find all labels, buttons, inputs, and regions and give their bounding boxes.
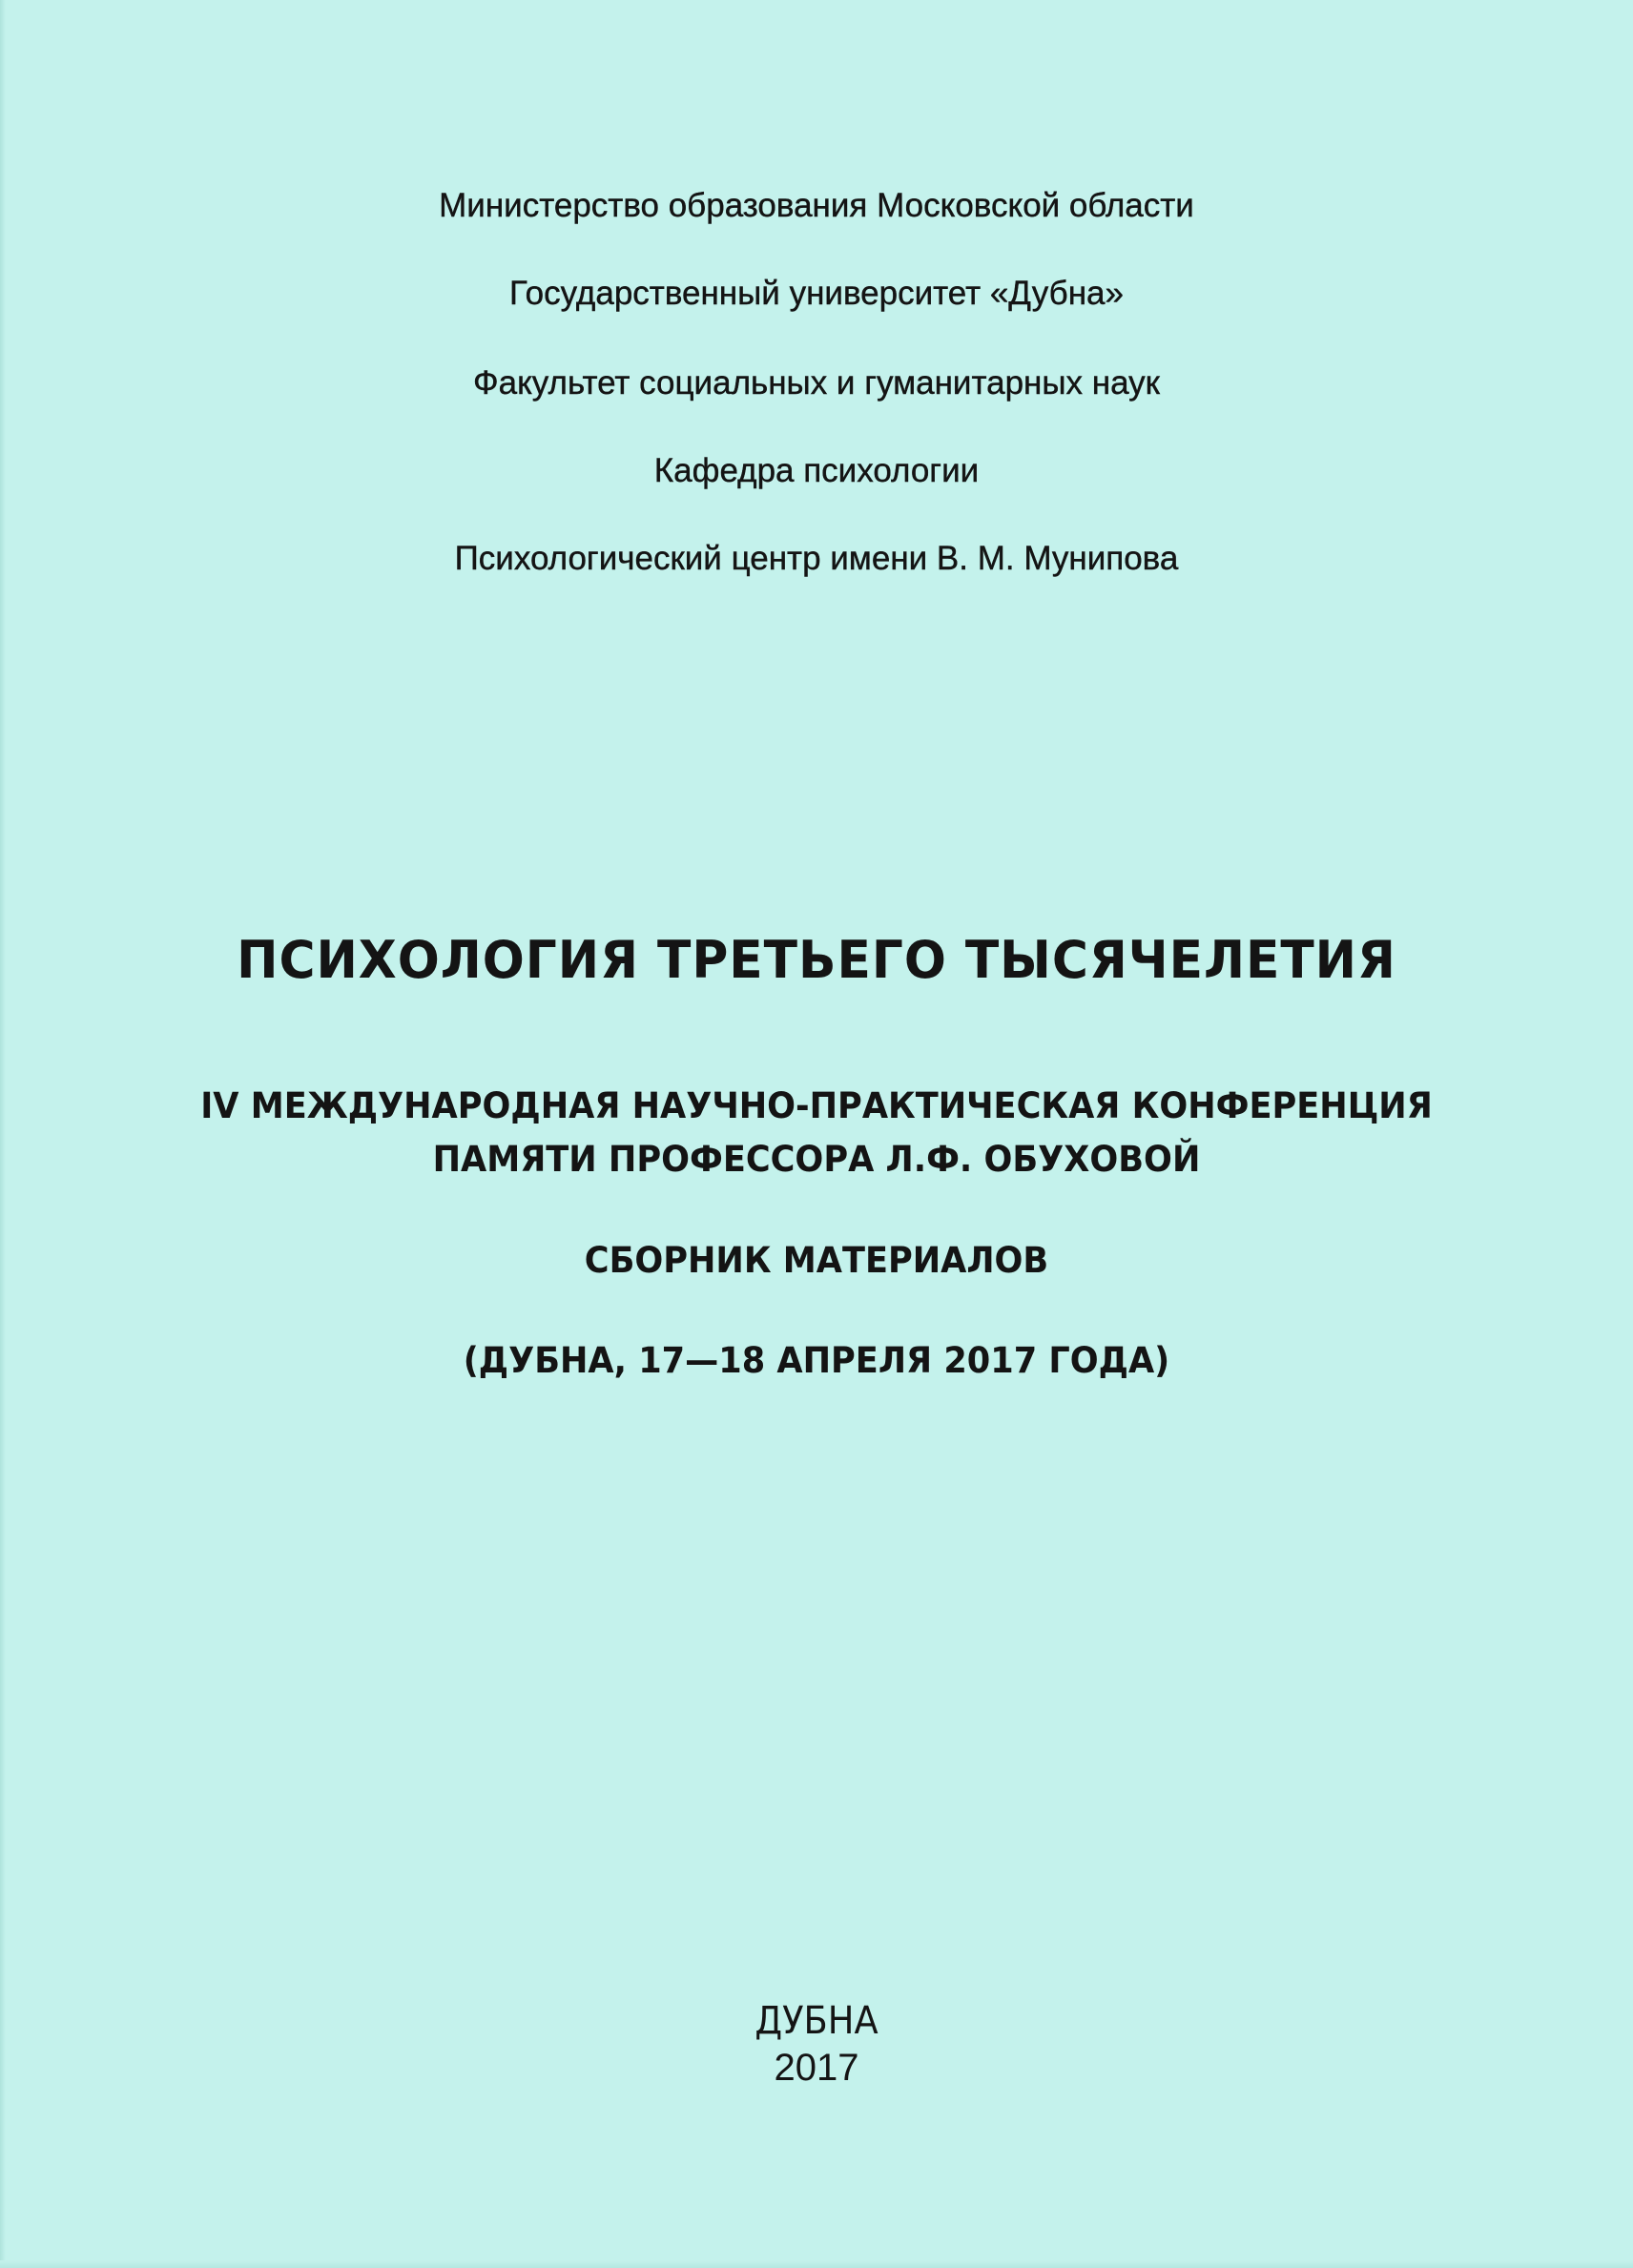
cover-bottom-edge [0,2260,1633,2268]
publication-year: 2017 [774,2047,859,2089]
department-name: Кафедра психологии [653,452,980,489]
book-title: ПСИХОЛОГИЯ ТРЕТЬЕГО ТЫСЯЧЕЛЕТИЯ [237,930,1396,990]
collection-label: СБОРНИК МАТЕРИАЛОВ [584,1240,1049,1281]
faculty-name: Факультет социальных и гуманитарных наук [473,364,1160,402]
conference-name-line1: IV МЕЖДУНАРОДНАЯ НАУЧНО-ПРАКТИЧЕСКАЯ КОНФЕРЕНЦИЯ [200,1085,1433,1126]
publication-city: ДУБНА [754,1999,879,2043]
center-name: Психологический центр имени В. М. Мунипова [454,540,1179,577]
cover-left-edge [0,0,6,2268]
ministry-name: Министерство образования Московской области [439,187,1194,224]
university-name: Государственный университет «Дубна» [509,275,1124,312]
conference-dates: (ДУБНА, 17—18 АПРЕЛЯ 2017 ГОДА) [463,1340,1170,1381]
conference-name-line2: ПАМЯТИ ПРОФЕССОРА Л.Ф. ОБУХОВОЙ [432,1139,1201,1180]
